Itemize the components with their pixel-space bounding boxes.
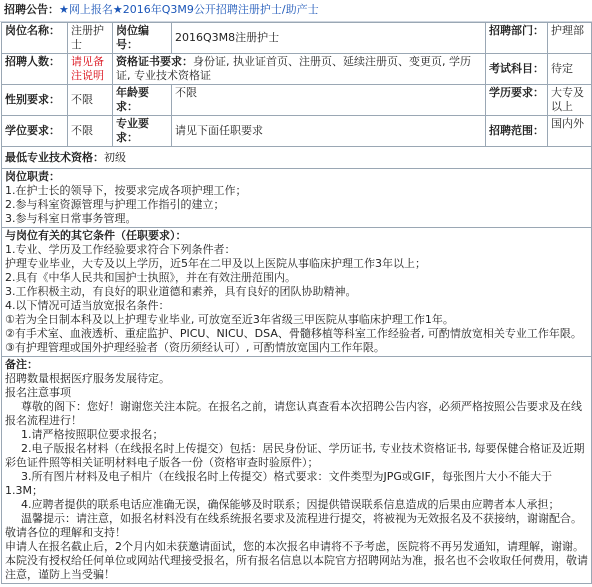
dept-label: 招聘部门： [486, 23, 548, 54]
major-value: 请见下面任职要求 [172, 116, 486, 147]
requirement-item: 护理专业毕业，大专及以上学历，近5年在二甲及以上医院从事临床护理工作3年以上； [5, 257, 426, 270]
announcement-bar [0, 0, 592, 22]
degree-label: 学位要求： [2, 116, 68, 147]
requirement-item: 1.专业、学历及工作经验要求符合下列条件者： [5, 243, 236, 256]
degree-value: 不限 [68, 116, 113, 147]
min-qualification-value: 初级 [104, 150, 126, 164]
note-line: 申请人在报名截止后，2个月内如未获邀请面试，您的本次报名申请将不予考虑，医院将不再另发通知，请理解，谢谢。 [5, 540, 584, 553]
requirement-item: ②有手术室、血液透析、重症监护、PICU、NICU、DSA、骨髓移植等科室工作经验者, 可酌情放宽相关专业工作年限。 [5, 327, 582, 340]
duty-item: 2.参与科室资源管理与护理工作指引的建立； [5, 198, 225, 211]
cert-value: 身份证, 执业证首页、注册页、延续注册页、变更页, 学历证, 专业技术资格证 [116, 55, 471, 82]
range-label: 招聘范围： [486, 116, 548, 147]
age-label: 年龄要求： [113, 85, 172, 116]
note-line: 招聘数量根据医疗服务发展待定。 [5, 372, 170, 385]
min-qualification-label: 最低专业技术资格： [5, 150, 104, 164]
requirements-section [2, 228, 592, 357]
note-line: 3.所有图片材料及电子相片（在线报名时上传提交）格式要求：文件类型为JPG或GIF，每张图片大小不能大于1.3M； [5, 470, 552, 497]
note-line: 1.请严格按照职位要求报名； [21, 428, 164, 441]
count-label: 招聘人数： [2, 54, 68, 85]
edu-value: 大专及以上 [548, 85, 592, 116]
duty-item: 3.参与科室日常事务管理。 [5, 212, 137, 225]
duty-item: 1.在护士长的领导下，按要求完成各项护理工作； [5, 184, 247, 197]
count-value: 请见备注说明 [68, 54, 113, 85]
exam-label: 考试科目： [486, 54, 548, 85]
requirements-title: 与岗位有关的其它条件（任职要求）： [5, 229, 187, 242]
cert-label: 资格证书要求： [116, 55, 193, 68]
post-code-value: 2016Q3M8注册护士 [172, 23, 486, 54]
requirement-item: ③有护理管理或国外护理经验者（资历须经认可）, 可酌情放宽国内工作年限。 [5, 341, 385, 354]
dept-value: 护理部 [548, 23, 592, 54]
age-value: 不限 [172, 85, 486, 116]
note-line: 本院没有授权给任何单位或网站代理接受报名，所有报名信息以本院官方招聘网站为准，报名也不会收取任何费用，敬请注意，谨防上当受骗！ [5, 554, 588, 581]
post-name-value: 注册护士 [68, 23, 113, 54]
requirement-item: 2.具有《中华人民共和国护士执照》，并在有效注册范围内。 [5, 271, 296, 284]
min-qualification-cell [2, 147, 592, 169]
gender-label: 性别要求： [2, 85, 68, 116]
exam-value: 待定 [548, 54, 592, 85]
duties-title: 岗位职责： [5, 170, 60, 183]
duties-section [2, 169, 592, 228]
cert-cell [113, 54, 486, 85]
note-line: 4.应聘者提供的联系电话应准确无误，确保能够及时联系；因提供错误联系信息造成的后果由应聘者本人承担； [21, 498, 560, 511]
range-value: 国内外 [548, 116, 592, 147]
notes-section [2, 357, 592, 584]
notes-title: 备注： [5, 358, 38, 371]
post-code-label: 岗位编号： [113, 23, 172, 54]
gender-value: 不限 [68, 85, 113, 116]
major-label: 专业要求： [113, 116, 172, 147]
edu-label: 学历要求： [486, 85, 548, 116]
requirement-item: 3.工作积极主动，有良好的职业道德和素养，具有良好的团队协助精神。 [5, 285, 357, 298]
requirement-item: 4.以下情况可适当放宽报名条件： [5, 299, 170, 312]
announcement-title[interactable]: ★网上报名★2016年Q3M9公开招聘注册护士/助产士 [59, 3, 319, 16]
note-line: 2.电子版报名材料（在线报名时上传提交）包括：居民身份证、学历证书, 专业技术资格证书, 每要保健合格证及近期彩色证件照等相关证明材料电子版各一份（资格审查时验原件）； [5, 442, 585, 469]
note-line: 温馨提示：请注意，如报名材料没有在线系统报名要求及流程进行提交，将被视为无效报名及不获接纳，谢谢配合。敬请各位的理解和支持！ [5, 512, 582, 539]
post-name-label: 岗位名称： [2, 23, 68, 54]
note-line: 尊敬的阁下：您好！谢谢您关注本院。在报名之前，请您认真查看本次招聘公告内容，必须严格按照公告要求及在线报名流程进行！ [5, 400, 582, 427]
announcement-label: 招聘公告： [4, 3, 59, 16]
job-info-table [1, 22, 592, 584]
requirement-item: ①若为全日制本科及以上护理专业毕业, 可放宽至近3年省级三甲医院从事临床护理工作1年。 [5, 313, 454, 326]
note-line: 报名注意事项 [5, 386, 71, 399]
